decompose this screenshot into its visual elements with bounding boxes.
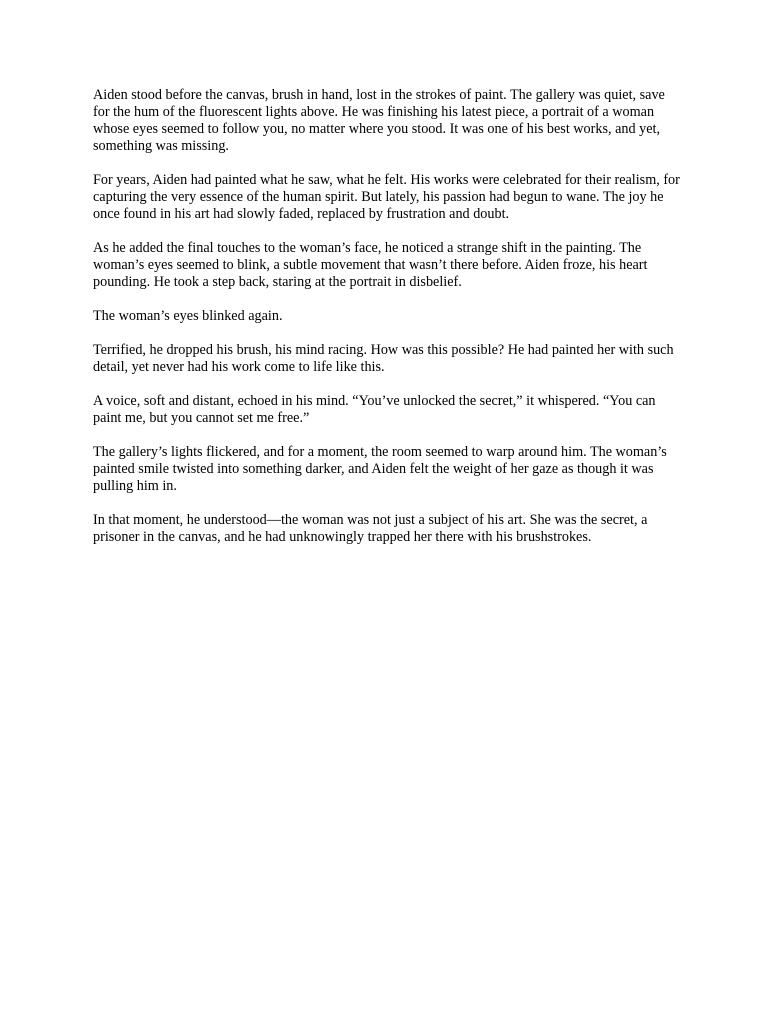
paragraph-4: The woman’s eyes blinked again. xyxy=(93,308,283,324)
paragraph-3: As he added the final touches to the woman’s face, he noticed a strange shift in the painting. The woman’s eyes seemed to blink, a subtle movement that wasn’t there before. Aiden froze, his heart pounding. He took a step back, staring at the portrait in disbelief. xyxy=(93,240,648,290)
document-body xyxy=(93,87,683,563)
paragraph-2: For years, Aiden had painted what he saw, what he felt. His works were celebrated for their realism, for capturing the very essence of the human spirit. But lately, his passion had begun to wane. The joy he once found in his art had slowly faded, replaced by frustration and doubt. xyxy=(93,172,680,222)
paragraph-5: Terrified, he dropped his brush, his mind racing. How was this possible? He had painted her with such detail, yet never had his work come to life like this. xyxy=(93,342,674,375)
paragraph-6: A voice, soft and distant, echoed in his mind. “You’ve unlocked the secret,” it whispered. “You can paint me, but you cannot set me free.” xyxy=(93,393,656,426)
paragraph-7: The gallery’s lights flickered, and for a moment, the room seemed to warp around him. The woman’s painted smile twisted into something darker, and Aiden felt the weight of her gaze as though it was pulling him in. xyxy=(93,444,667,494)
paragraph-8: In that moment, he understood—the woman was not just a subject of his art. She was the secret, a prisoner in the canvas, and he had unknowingly trapped her there with his brushstrokes. xyxy=(93,512,648,545)
paragraph-1: Aiden stood before the canvas, brush in hand, lost in the strokes of paint. The gallery was quiet, save for the hum of the fluorescent lights above. He was finishing his latest piece, a portrait of a woman whose eyes seemed to follow you, no matter where you stood. It was one of his best works, and yet, something was missing. xyxy=(93,87,665,154)
